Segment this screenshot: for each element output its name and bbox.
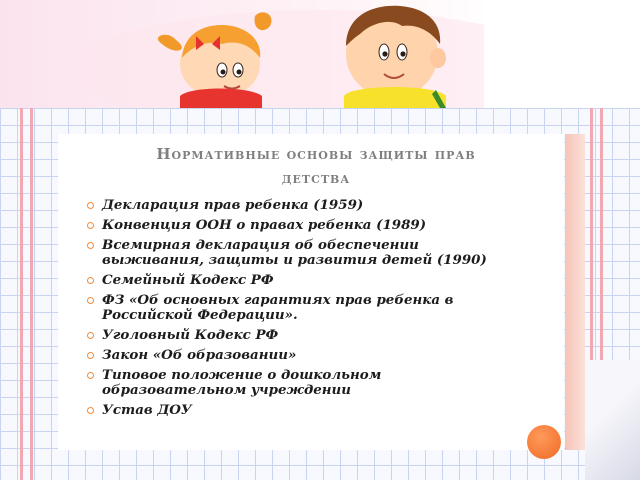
orange-circle-decoration bbox=[527, 425, 561, 459]
margin-line bbox=[30, 108, 33, 480]
list-item bbox=[84, 348, 524, 363]
bullet-icon bbox=[87, 372, 94, 379]
list-item-text: Типовое положение о дошкольном образовательном учреждении bbox=[102, 367, 382, 398]
bullet-icon bbox=[87, 222, 94, 229]
list-item bbox=[84, 238, 524, 268]
list-item-text: Конвенция ООН о правах ребенка (1989) bbox=[102, 217, 427, 233]
header-banner bbox=[0, 0, 640, 108]
list-item bbox=[84, 328, 524, 343]
bullet-icon bbox=[87, 242, 94, 249]
slide-title-line-2: детства bbox=[281, 169, 351, 187]
list-item bbox=[84, 198, 524, 213]
list-item bbox=[84, 273, 524, 288]
bullet-icon bbox=[87, 407, 94, 414]
bullet-icon bbox=[87, 277, 94, 284]
legal-documents-list bbox=[84, 198, 524, 423]
list-item bbox=[84, 368, 524, 398]
page-curl bbox=[585, 360, 640, 480]
list-item bbox=[84, 403, 524, 418]
bullet-icon bbox=[87, 332, 94, 339]
list-item bbox=[84, 218, 524, 233]
margin-line bbox=[20, 108, 23, 480]
bullet-icon bbox=[87, 202, 94, 209]
list-item-text: Семейный Кодекс РФ bbox=[102, 272, 274, 288]
list-item-text: Закон «Об образовании» bbox=[102, 347, 297, 363]
list-item bbox=[84, 293, 524, 323]
bullet-icon bbox=[87, 352, 94, 359]
list-item-text: ФЗ «Об основных гарантиях прав ребенка в Российской Федерации». bbox=[102, 292, 454, 323]
bullet-icon bbox=[87, 297, 94, 304]
slide-title bbox=[96, 142, 536, 190]
list-item-text: Устав ДОУ bbox=[102, 402, 192, 418]
girl-body bbox=[180, 89, 262, 109]
banner-white-area bbox=[484, 0, 640, 108]
card-side-strip bbox=[565, 134, 585, 450]
boy-body bbox=[344, 87, 446, 108]
list-item-text: Уголовный Кодекс РФ bbox=[102, 327, 279, 343]
slide-title-line-1: Нормативные основы защиты прав bbox=[156, 145, 476, 163]
list-item-text: Всемирная декларация об обеспечении выживания, защиты и развития детей (1990) bbox=[102, 237, 487, 268]
list-item-text: Декларация прав ребенка (1959) bbox=[102, 197, 364, 213]
